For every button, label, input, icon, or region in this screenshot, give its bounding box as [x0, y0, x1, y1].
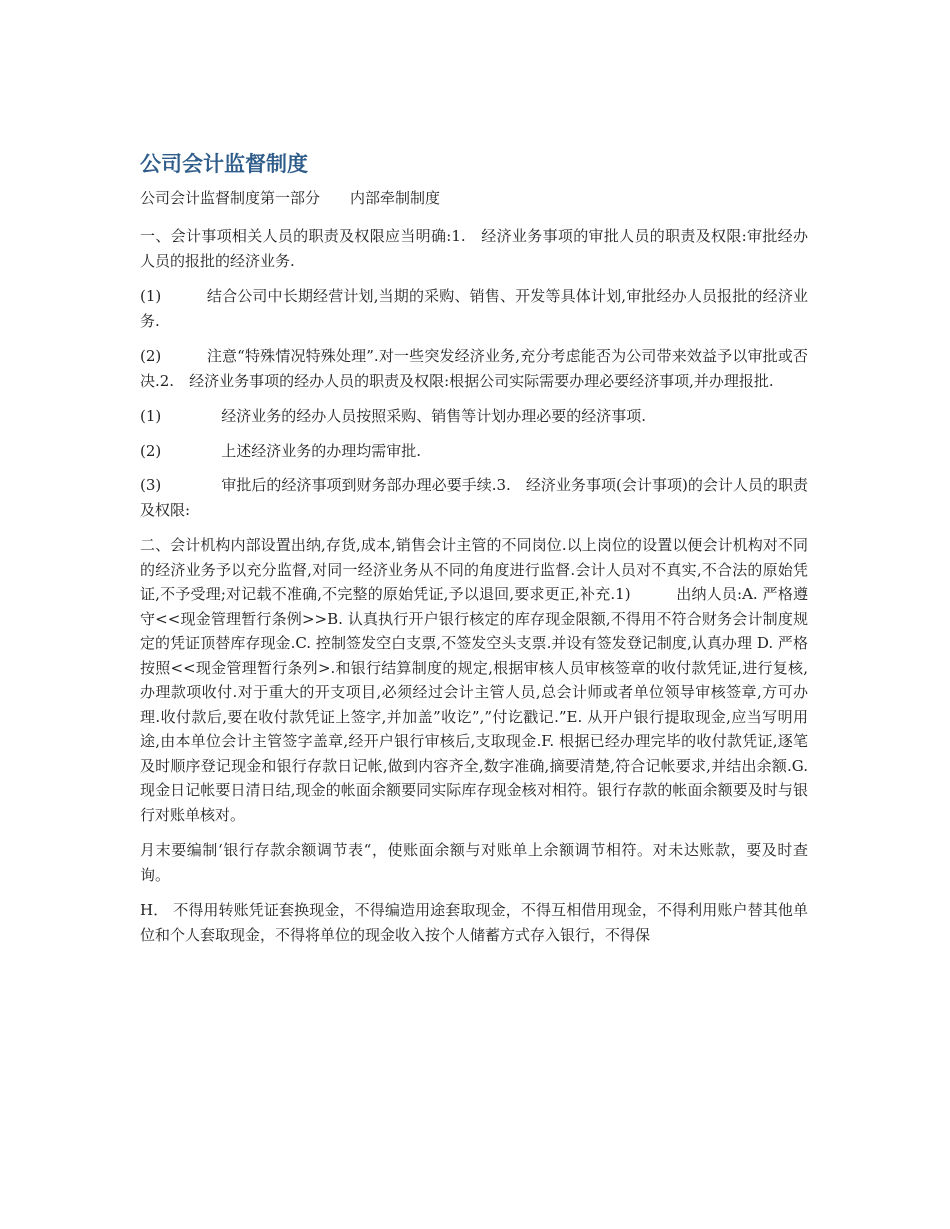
document-title: 公司会计监督制度: [140, 152, 308, 176]
paragraph-item-3: (1) 经济业务的经办人员按照采购、销售等计划办理必要的经济事项.: [140, 407, 647, 425]
paragraph-cashier-duties: 二、会计机构内部设置出纳,存货,成本,销售会计主管的不同岗位.以上岗位的设置以便会计机构对不同的经济业务予以充分监督,对同一经济业务从不同的角度进行监督.会计人员对不真实,不合法的原始凭证,不予受理;对记载不准确,不完整的原始凭证,予以退回,要求更正,补充.1) 出纳人员:A. 严格遵守<<现金管理暂行条例>>B. 认真执行开户银行核定的库存现金限额,不得用不符合财务会计制度规定的凭证顶替库存现金.C. 控制签发空白支票,不签发空头支票.并设有签发登记制度,认真办理 D. 严格按照<<现金管理暂行条列>.和银行结算制度的规定,根据审核人员审核签章的收付款凭证,进行复核,办理款项收付.对于重大的开支项目,必须经过会计主管人员,总会计师或者单位领导审核签章,方可办理.收付款后,要在收付款凭证上签字,并加盖”收讫”,”付讫戳记.”E. 从开户银行提取现金,应当写明用途,由本单位会计主管签字盖章,经开户银行审核后,支取现金.F. 根据已经办理完毕的收付款凭证,逐笔及时顺序登记现金和银行存款日记帐,做到内容齐全,数字准确,摘要清楚,符合记帐要求,并结出余额.G. 现金日记帐要日清日结,现金的帐面余额要同实际库存现金核对相符。银行存款的帐面余额要及时与银行对账单核对。: [140, 536, 808, 824]
paragraph-responsibilities: 一、会计事项相关人员的职责及权限应当明确:1. 经济业务事项的审批人员的职责及权限:审批经办人员的报批的经济业务.: [140, 227, 808, 270]
paragraph-item-1: (1) 结合公司中长期经营计划,当期的采购、销售、开发等具体计划,审批经办人员报批的经济业务.: [140, 287, 808, 330]
paragraph-item-5: (3) 审批后的经济事项到财务部办理必要手续.3. 经济业务事项(会计事项)的会计人员的职责及权限:: [140, 476, 808, 519]
paragraph-month-end: 月末要编制‘银行存款余额调节表“，使账面余额与对账单上余额调节相符。对未达账款，要及时查询。: [140, 841, 808, 884]
paragraph-cash-rules: H． 不得用转账凭证套换现金，不得编造用途套取现金，不得互相借用现金，不得利用账户替其他单位和个人套取现金，不得将单位的现金收入按个人储蓄方式存入银行，不得保: [140, 901, 808, 944]
paragraph-item-4: (2) 上述经济业务的办理均需审批.: [140, 441, 422, 460]
paragraph-item-2: (2) 注意“特殊情况特殊处理”.对一些突发经济业务,充分考虑能否为公司带来效益予以审批或否决.2. 经济业务事项的经办人员的职责及权限:根据公司实际需要办理必要经济事项,并办理报批.: [140, 347, 808, 390]
document-subtitle: 公司会计监督制度第一部分 内部牵制制度: [140, 189, 441, 207]
document-page: [140, 148, 808, 958]
